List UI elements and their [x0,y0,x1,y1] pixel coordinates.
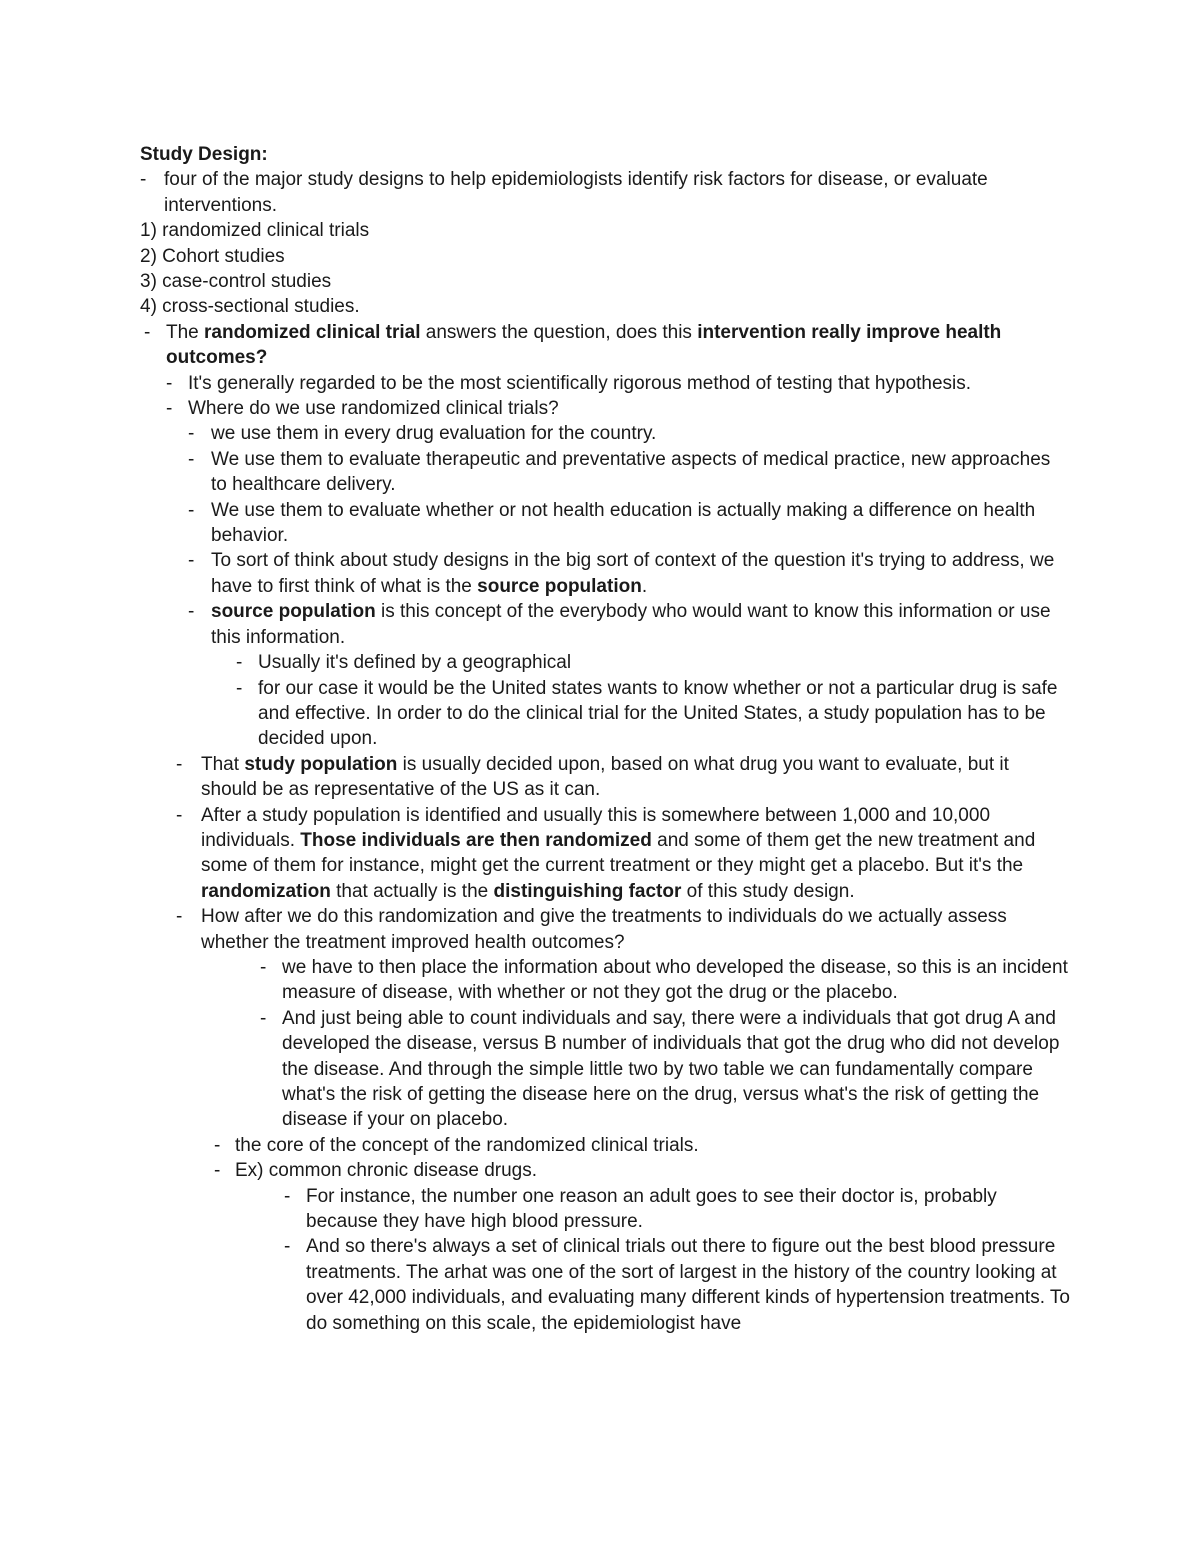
bullet-item [140,1234,1070,1336]
item-text: 3) case-control studies [140,271,332,293]
bullet-item [140,676,1070,752]
bullet-item [140,599,1070,650]
bold-term: randomized clinical trial [204,321,421,343]
item-text: we have to then place the information about who developed the disease, so this is an incident measure of disease, with whether or not they got the drug or the placebo. [282,956,1068,1004]
item-text: It's generally regarded to be the most scientifically rigorous method of testing that hypothesis. [188,372,972,394]
bullet-dash: - [260,1007,267,1029]
bullet-dash: - [260,956,267,978]
bullet-item [140,955,1070,1006]
bullet-item [140,752,1070,803]
bullet-item [140,1158,1070,1183]
item-text: four of the major study designs to help epidemiologists identify risk factors for disease, or evaluate interventions. [164,169,988,216]
bullet-dash: - [214,1160,221,1182]
numbered-item [140,269,1070,294]
item-text: Usually it's defined by a geographical [258,652,572,674]
bullet-dash: - [188,423,195,445]
item-text: of this study design. [681,880,855,902]
bullet-dash: - [188,499,195,521]
item-text: Ex) common chronic disease drugs. [235,1160,538,1182]
bold-term: source population [211,601,376,623]
bullet-item [140,498,1070,549]
bullet-dash: - [188,550,195,572]
item-text: The [166,321,205,343]
section-heading: Study Design: [140,144,268,165]
numbered-item [140,218,1070,243]
item-text: For instance, the number one reason an adult goes to see their doctor is, probably because they have high blood pressure. [306,1185,997,1233]
numbered-item [140,294,1070,319]
bullet-item [140,1133,1070,1158]
item-text: the core of the concept of the randomized clinical trials. [235,1134,699,1156]
bullet-dash: - [188,601,195,623]
bullet-dash: - [166,372,173,394]
item-text: We use them to evaluate whether or not health education is actually making a difference on health behavior. [211,499,1036,547]
item-text: that actually is the [330,880,494,902]
bullet-item [140,396,1070,421]
bullet-dash: - [188,448,195,470]
item-text: is usually decided upon, based on what drug you want to evaluate, but it should be as representative of the US as it can. [201,753,1009,801]
bullet-dash: - [236,652,243,674]
item-text: we use them in every drug evaluation for the country. [211,423,657,445]
item-text: and some of them get the new treatment and some of them for instance, might get the current treatment or they might get a placebo. But it's the [201,829,1036,877]
item-text: 1) randomized clinical trials [140,220,370,242]
bullet-item [140,1006,1070,1133]
bullet-dash: - [144,321,151,343]
item-text: . [641,575,648,597]
bullet-item [140,1184,1070,1235]
notes-list [140,167,1070,1336]
bold-term: study population [244,753,398,775]
bullet-item [140,320,1070,371]
item-text: Where do we use randomized clinical trials? [188,398,559,420]
numbered-item [140,244,1070,269]
item-text: answers the question, does this [420,321,698,343]
item-text: is this concept of the everybody who would want to know this information or use this information. [211,601,1051,648]
item-text: That [201,753,245,775]
item-text: for our case it would be the United states wants to know whether or not a particular drug is safe and effective. In order to do the clinical trial for the United States, a study population has to be decided upon. [258,677,1058,750]
bullet-dash: - [176,804,183,826]
bullet-item [140,371,1070,396]
bullet-item [140,803,1070,905]
item-text: 4) cross-sectional studies. [140,296,360,318]
bold-term: source population [477,575,642,597]
bullet-dash: - [140,169,147,191]
bullet-dash: - [236,677,243,699]
item-text: 2) Cohort studies [140,245,285,267]
bullet-item [140,548,1070,599]
item-text: We use them to evaluate therapeutic and preventative aspects of medical practice, new approaches to healthcare delivery. [211,448,1051,496]
bold-term: Those individuals are then randomized [300,829,652,851]
item-text: And so there's always a set of clinical trials out there to figure out the best blood pressure treatments. The arhat was one of the sort of largest in the history of the country looking at over 42,000 individuals, and evaluating many different kinds of hypertension treatments. To do something on this scale, the epidemiologist have [306,1236,1070,1334]
bullet-dash: - [176,906,183,928]
item-text: To sort of think about study designs in the big sort of context of the question it's trying to address, we have to first think of what is the [211,550,1055,597]
bullet-item [140,447,1070,498]
bullet-dash: - [166,398,173,420]
item-text: How after we do this randomization and give the treatments to individuals do we actually assess whether the treatment improved health outcomes? [201,906,1007,953]
item-text: After a study population is identified and usually this is somewhere between 1,000 and 10,000 individuals. [201,804,991,851]
bold-term: randomization [201,880,331,902]
bullet-item [140,421,1070,446]
bold-term: intervention really improve health outcomes? [166,321,1002,369]
bullet-item [140,650,1070,675]
bullet-dash: - [176,753,183,775]
bold-term: distinguishing factor [493,880,682,902]
bullet-dash: - [214,1134,221,1156]
bullet-dash: - [284,1185,291,1207]
item-text: And just being able to count individuals and say, there were a individuals that got drug A and developed the disease, versus B number of individuals that got the drug who did not develop the disease. And through the simple little two by two table we can fundamentally compare what's the risk of getting the disease here on the drug, versus what's the risk of getting the disease if your on placebo. [282,1007,1060,1131]
bullet-dash: - [284,1236,291,1258]
bullet-item [140,167,1070,218]
bullet-item [140,904,1070,955]
